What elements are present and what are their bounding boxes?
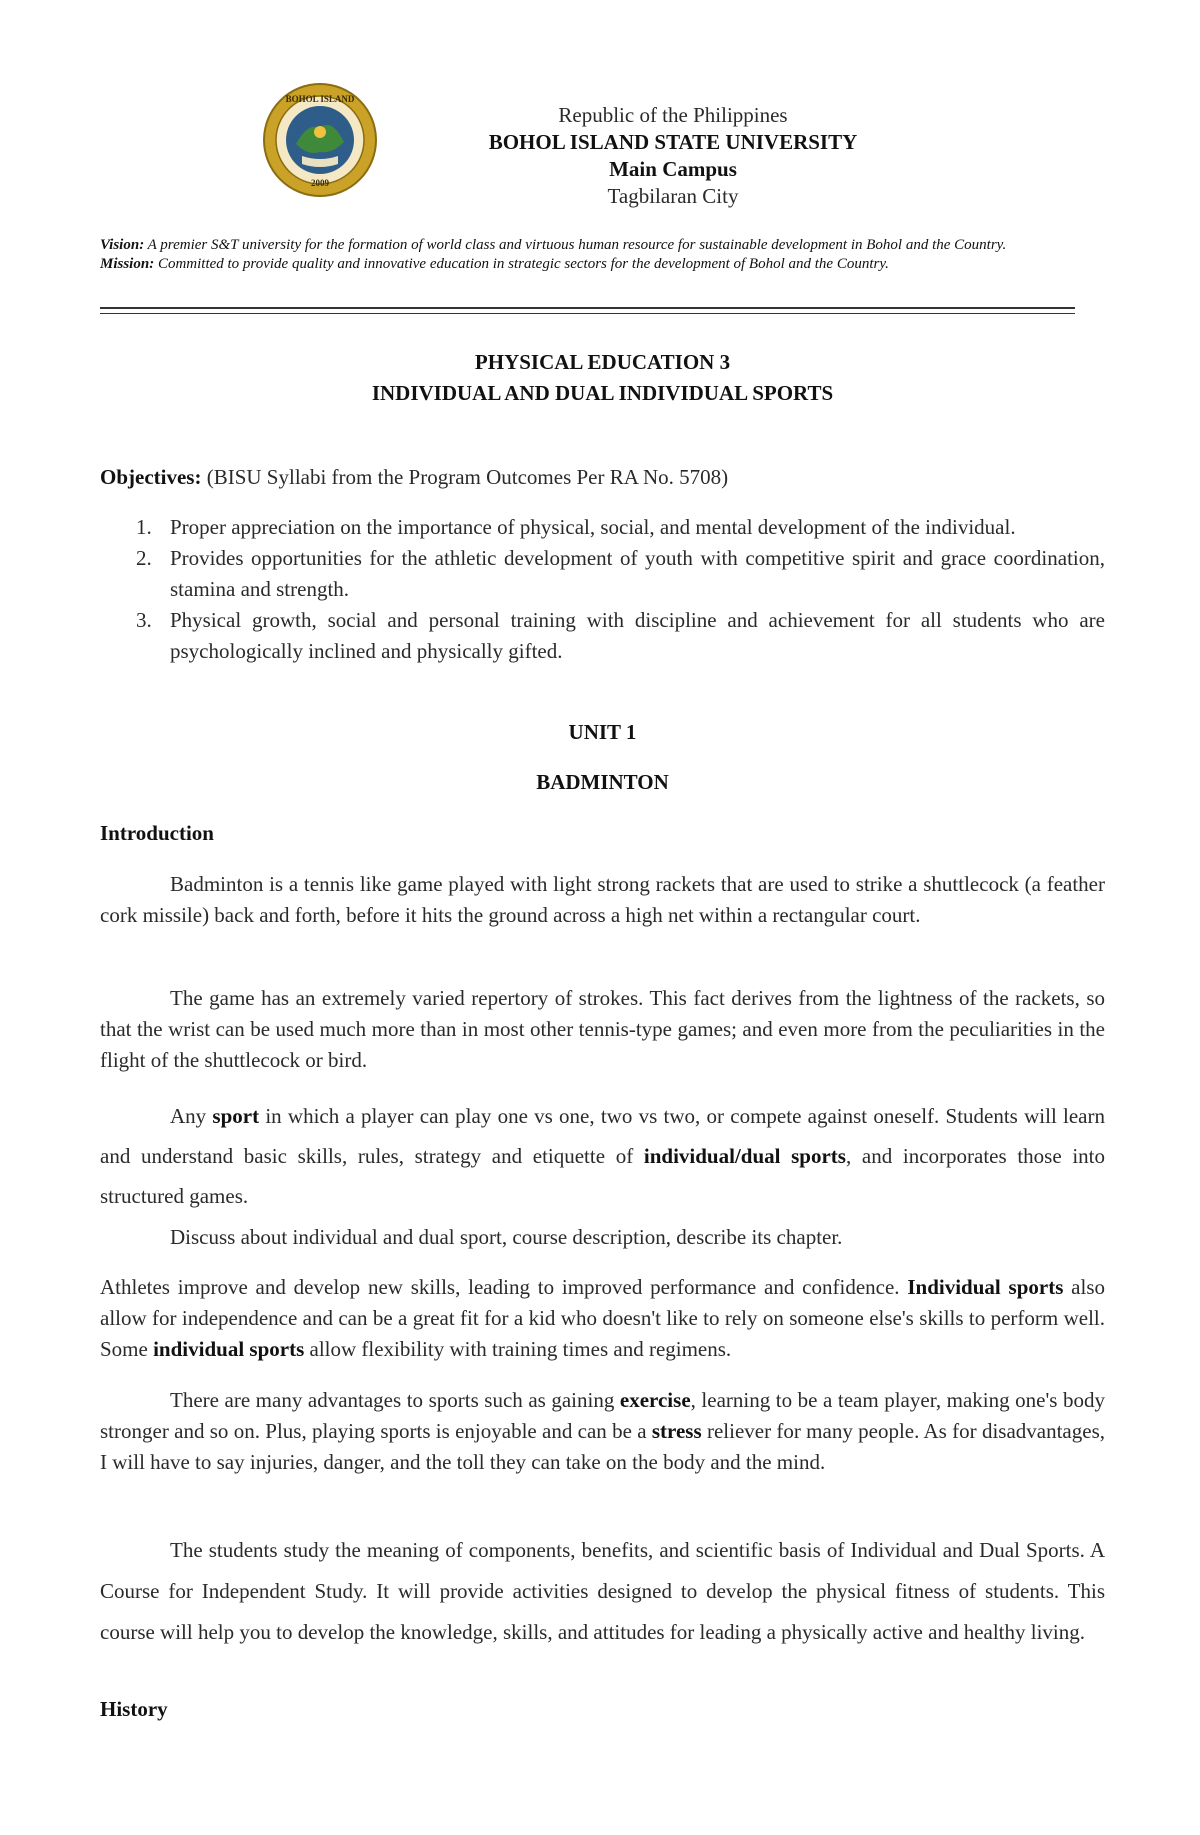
history-heading: History [100, 1697, 168, 1721]
vision-mission [100, 236, 1105, 274]
list-item [100, 543, 1105, 605]
mission-statement [100, 255, 1105, 274]
header-divider-bottom [100, 313, 1075, 314]
list-item [100, 512, 1105, 543]
objectives-line [100, 462, 1105, 493]
intro-paragraph-6 [100, 1385, 1105, 1478]
list-item [100, 605, 1105, 667]
mission-text: Committed to provide quality and innovative education in strategic sectors for the development of Bohol and the Country. [154, 256, 889, 272]
vision-statement [100, 236, 1105, 255]
text-run: in which a player can play one vs one, two vs two, or compete against oneself. Students will learn and understand basic skills, rules, strategy and etiquette of [100, 1104, 1105, 1168]
text-run: also allow for independence and can be a great fit for a kid who doesn't like to rely on someone else's skills to perform well. Some [100, 1275, 1106, 1361]
unit-heading: UNIT 1 [568, 720, 637, 744]
bold-term: stress [651, 1419, 702, 1443]
list-number: 1. [136, 515, 152, 539]
bold-term: exercise [619, 1388, 691, 1412]
header-divider-top [100, 307, 1075, 309]
objectives-source: (BISU Syllabi from the Program Outcomes Per RA No. 5708) [201, 465, 729, 489]
introduction-heading: Introduction [100, 821, 214, 845]
university-name: BOHOL ISLAND STATE UNIVERSITY [488, 130, 858, 154]
list-number: 3. [136, 608, 152, 632]
university-seal-logo [262, 82, 378, 198]
objectives-label: Objectives: [100, 465, 202, 489]
text-run: reliever for many people. As for disadvantages, I will have to say injuries, danger, and the toll they can take on the body and the mind. [100, 1419, 1105, 1474]
mission-label: Mission: [100, 256, 155, 272]
title-line-1: PHYSICAL EDUCATION 3 [474, 350, 731, 374]
intro-paragraph-2: The game has an extremely varied repertory of strokes. This fact derives from the lightness of the rackets, so that the wrist can be used much more than in most other tennis-type games; and even more from the peculiarities in the flight of the shuttlecock or bird. [100, 986, 1105, 1072]
vision-text: A premier S&T university for the formation of world class and virtuous human resource for sustainable development in Bohol and the Country. [144, 237, 1007, 253]
text-run: There are many advantages to sports such as gaining [170, 1388, 620, 1412]
campus-name: Main Campus [609, 157, 737, 181]
republic-line: Republic of the Philippines [558, 103, 788, 127]
list-item-text: Provides opportunities for the athletic development of youth with competitive spirit and grace coordination, stamina and strength. [170, 546, 1105, 601]
title-line-2: INDIVIDUAL AND DUAL INDIVIDUAL SPORTS [371, 381, 834, 405]
text-run: Any [170, 1104, 213, 1128]
text-run: , and incorporates those into structured games. [100, 1144, 1106, 1208]
bold-term: individual/dual sports [643, 1144, 846, 1168]
text-run: , learning to be a team player, making one's body stronger and so on. Plus, playing sports is enjoyable and can be a [100, 1388, 1105, 1443]
bold-term: sport [212, 1104, 260, 1128]
svg-text:2009: 2009 [311, 178, 329, 188]
document-title [100, 347, 1105, 409]
intro-paragraph-3 [100, 1096, 1105, 1216]
bold-term: individual sports [153, 1337, 305, 1361]
intro-paragraph-5 [100, 1272, 1105, 1365]
intro-paragraph-7: The students study the meaning of components, benefits, and scientific basis of Individual and Dual Sports. A Course for Independent Study. It will provide activities designed to develop the physical fitness of students. This course will help you to develop the knowledge, skills, and attitudes for leading a physically active and healthy living. [100, 1538, 1105, 1644]
intro-paragraph-1: Badminton is a tennis like game played with light strong rackets that are used to strike a shuttlecock (a feather cork missile) back and forth, before it hits the ground across a high net within a rectangular court. [100, 872, 1105, 927]
objectives-list [100, 512, 1105, 667]
list-item-text: Proper appreciation on the importance of physical, social, and mental development of the individual. [170, 515, 1016, 539]
text-run: allow flexibility with training times and regimens. [304, 1337, 732, 1361]
intro-paragraph-4: Discuss about individual and dual sport, course description, describe its chapter. [170, 1225, 843, 1249]
city-name: Tagbilaran City [607, 184, 739, 208]
svg-text:BOHOL ISLAND: BOHOL ISLAND [285, 94, 355, 104]
vision-label: Vision: [100, 237, 145, 253]
bold-term: Individual sports [907, 1275, 1064, 1299]
text-run: Athletes improve and develop new skills, leading to improved performance and confidence. [100, 1275, 908, 1299]
letterhead [400, 102, 946, 210]
list-item-text: Physical growth, social and personal training with discipline and achievement for all students who are psychologically inclined and physically gifted. [170, 608, 1105, 663]
sport-heading: BADMINTON [536, 770, 669, 794]
list-number: 2. [136, 546, 152, 570]
